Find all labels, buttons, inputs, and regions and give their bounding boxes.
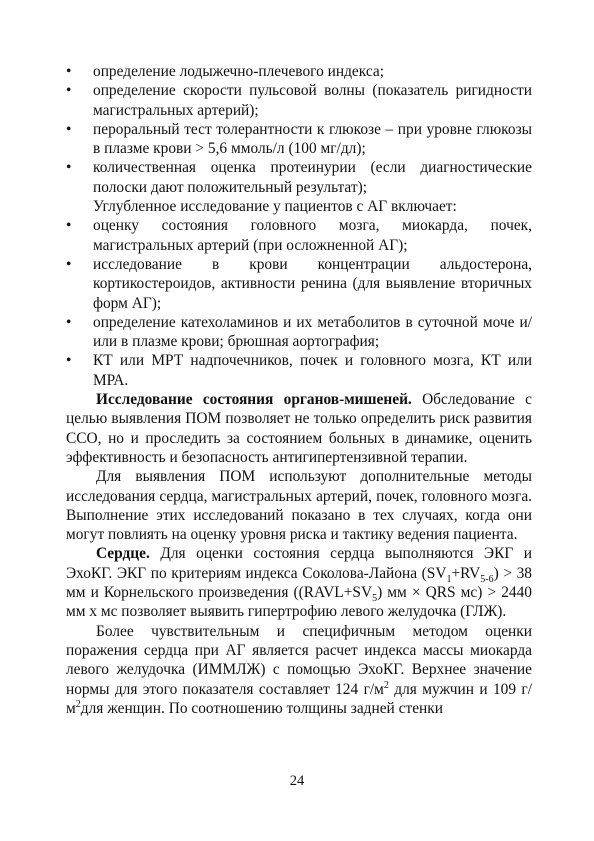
paragraph-methods: Для выявления ПОМ используют дополнительные методы исследования сердца, магистральных артерий, почек, головного мозга. Выполнение этих исследований показано в тех случаях, когда они могут повлиять на оценку уровня риска и тактику ведения пациента. [66,468,532,544]
bullet-icon: • [66,159,72,177]
page-body [66,62,532,718]
list-item: • количественная оценка протеинурии (если диагностические полоски дают положительный результат); [66,159,532,196]
bullet-icon: • [66,313,72,331]
bullet-icon: • [66,82,72,100]
paragraph-lv-mass-index: Более чувствительным и специфичным методом оценки поражения сердца при АГ является расчет индекса массы миокарда левого желудочка (ИММЛЖ) с помощью ЭхоКГ. Верхнее значение нормы для этого показателя составляет 124 $г/м^2$ для мужчин и 109 $г/м^2для$ женщин. По соотношению толщины задней стенки [66,622,532,717]
bullet-icon: • [66,120,72,138]
deep-exam-intro: Углубленное исследование у пациентов с АГ включает: [93,198,457,216]
page-number: 24 [289,773,305,789]
list-item: • исследование в крови концентрации альдостерона, кортикостероидов, активности ренина (для выявление вторичных форм АГ); [66,255,532,312]
bullet-list-basic [66,62,532,197]
list-item: • пероральный тест толерантности к глюкозе – при уровне глюкозы в плазме крови > 5,6 ммоль/л (100 мг/дл); [66,120,532,158]
bullet-icon: • [66,255,72,273]
list-item: • оценку состояния головного мозга, миокарда, почек, магистральных артерий (при осложненной АГ); [66,217,532,254]
paragraph-heart: Сердце. Для оценки состояния сердца выполняются ЭКГ и ЭхоКГ. ЭКГ по критериям индекса Соколова-Лайона $(SV_1+RV_{5-6}) > 38$ мм и Корнельского произведения ($(RAVL+SV_5)$ мм × QRS мс) > 2440 мм х мс позволяет выявить гипертрофию левого желудочка (ГЛЖ). [66,545,532,621]
section-heading-target-organs: Исследование состояния органов-мишеней. [96,391,412,409]
list-item: • определение лодыжечно-плечевого индекса; [66,63,384,80]
section-heading-heart: Сердце. [96,545,150,563]
list-item: • определение катехоламинов и их метаболитов в суточной моче и/или в плазме крови; брюшная аортография; [66,313,532,351]
bullet-icon: • [66,217,72,235]
bullet-icon: • [66,63,72,80]
list-item: • определение скорости пульсовой волны (показатель ригидности магистральных артерий); [66,82,532,119]
bullet-list-deep [66,216,532,390]
list-item: • КТ или МРТ надпочечников, почек и головного мозга, КТ или МРА. [66,352,532,389]
paragraph-target-organs: Исследование состояния органов-мишеней. Обследование с целью выявления ПОМ позволяет не только определить риск развития ССО, но и проследить за состоянием больных в динамике, оценить эффективность и безопасность антигипертензивной терапии. [66,391,532,466]
bullet-icon: • [66,352,72,370]
